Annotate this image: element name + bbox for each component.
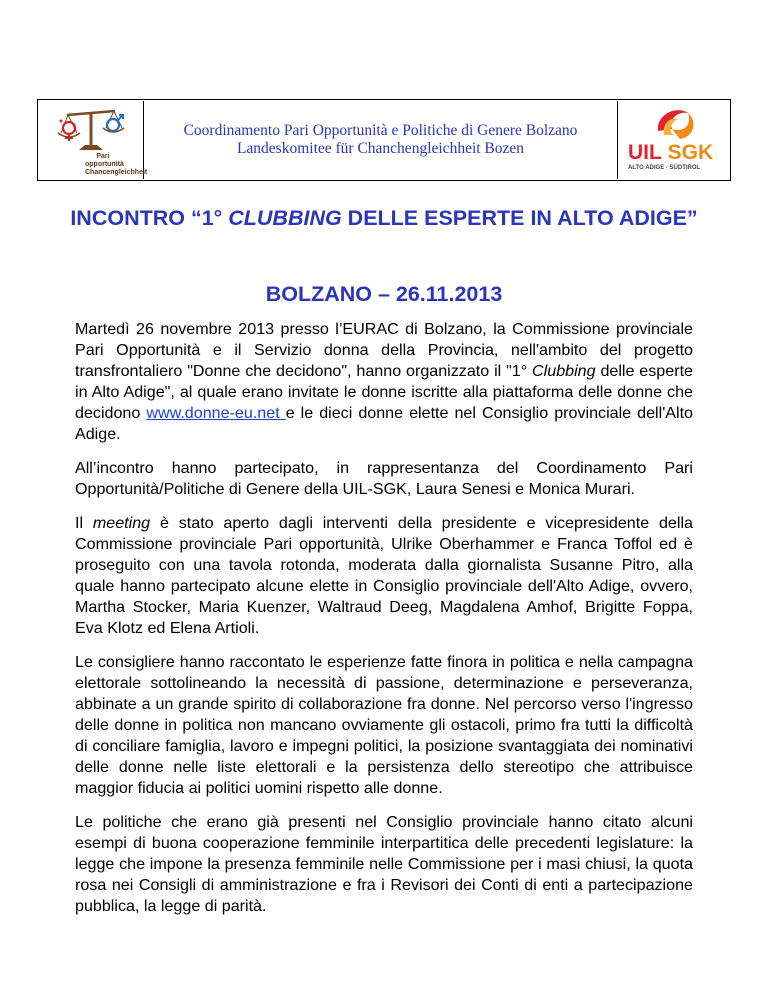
- pari-opportunita-logo: [39, 101, 148, 179]
- article-body: [75, 319, 693, 930]
- organization-name: [144, 100, 617, 180]
- page-title: INCONTRO “1° CLUBBING DELLE ESPERTE IN ALTO ADIGE”: [70, 206, 698, 230]
- paragraph-1: Martedì 26 novembre 2013 presso l’EURAC di Bolzano, la Commissione provinciale Pari Opportunità e il Servizio donna della Provincia, nell'ambito del progetto transfrontaliero "Donne che decidono", hanno organizzato il "1° Clubbing delle esperte in Alto Adige", al quale erano invitate le donne iscritte alla piattaforma delle donne che decidono www.donne-eu.net e le dieci donne elette nel Consiglio provinciale dell'Alto Adige.: [75, 320, 693, 444]
- page-subtitle: BOLZANO – 26.11.2013: [265, 282, 503, 306]
- org-name-italian: Coordinamento Pari Opportunità e Politiche di Genere Bolzano: [183, 122, 578, 139]
- paragraph-3: Il meeting è stato aperto dagli interventi della presidente e vicepresidente della Commissione provinciale Pari opportunità, Ulrike Oberhammer e Franca Toffol ed è proseguito con una tavola rotonda, moderata dalla giornalista Susanne Pitro, alla quale hanno partecipato alcune elette in Consiglio provinciale dell'Alto Adige, ovvero, Martha Stocker, Maria Kuenzer, Waltraud Deeg, Magdalena Amhof, Brigitte Foppa, Eva Klotz ed Elena Artioli.: [75, 513, 693, 638]
- paragraph-5: Le politiche che erano già presenti nel Consiglio provinciale hanno citato alcuni esempi di buona cooperazione femminile interpartitica delle precedenti legislature: la legge che impone la presenza femminile nelle Commissione per i masi chiusi, la quota rosa nei Consigli di amministrazione e fra i Revisori dei Conti di enti a partecipazione pubblica, la legge di parità.: [75, 812, 693, 916]
- donne-eu-link[interactable]: www.donne-eu.net: [146, 404, 286, 423]
- paragraph-2: All’incontro hanno partecipato, in rappresentanza del Coordinamento Pari Opportunità/Politiche di Genere della UIL-SGK, Laura Senesi e Monica Murari.: [75, 459, 693, 499]
- org-name-german: Landeskomitee für Chanchengleichheit Bozen: [236, 140, 525, 157]
- letterhead: [37, 99, 731, 181]
- paragraph-4: Le consigliere hanno raccontato le esperienze fatte finora in politica e nella campagna elettorale sottolineando la necessità di passione, determinazione e perseveranza, abbinate a un grande spirito di collaborazione fra donne. Nel percorso verso l'ingresso delle donne in politica non mancano ovviamente gli ostacoli, primo fra tutti la difficoltà di conciliare famiglia, lavoro e impegni politici, la posizione svantaggiata dei nominativi delle donne nelle liste elettorali e la persistenza dello stereotipo che attribuisce maggior fiducia ai politici uomini rispetto alle donne.: [75, 652, 693, 798]
- left-logo-caption: Pari opportunità Chancengleichheit: [85, 153, 148, 176]
- uil-sgk-logo: [617, 101, 729, 179]
- uil-sgk-wordmark: UIL SGK: [628, 141, 714, 164]
- uil-sgk-subtitle: ALTO ADIGE · SÜDTIROL: [628, 165, 701, 171]
